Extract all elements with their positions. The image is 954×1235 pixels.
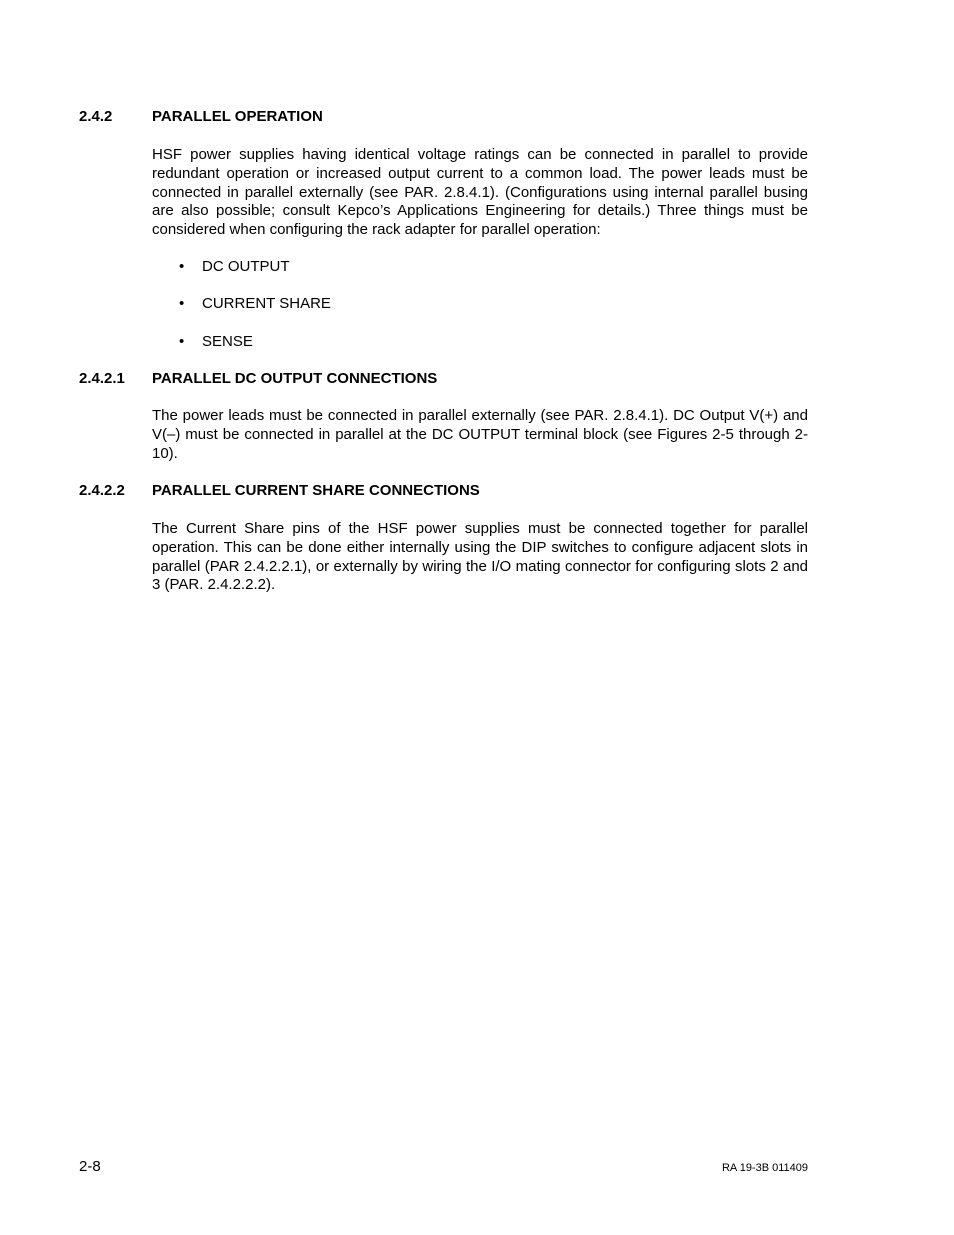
section-title: PARALLEL DC OUTPUT CONNECTIONS	[152, 370, 438, 387]
section-heading-2-4-2	[79, 108, 323, 126]
bullet-label: SENSE	[202, 333, 253, 350]
section-heading-2-4-2-1	[79, 370, 437, 388]
section-paragraph-2-4-2-1: The power leads must be connected in parallel externally (see PAR. 2.8.4.1). DC Output V(+) and V(–) must be connected in parallel at the DC OUTPUT terminal block (see Figures 2-5 through 2-10).	[152, 407, 808, 462]
section-paragraph-2-4-2: HSF power supplies having identical voltage ratings can be connected in parallel to provide redundant operation or increased output current to a common load. The power leads must be connected in parallel externally (see PAR. 2.8.4.1). (Configurations using internal parallel busing are also possible; consult Kepco’s Applications Engineering for details.) Three things must be considered when configuring the rack adapter for parallel operation:	[152, 146, 808, 238]
bullet-label: CURRENT SHARE	[202, 295, 331, 312]
section-number: 2.4.2.2	[79, 482, 125, 499]
page-number: 2-8	[79, 1158, 101, 1175]
section-number: 2.4.2.1	[79, 370, 125, 387]
bullet-item	[179, 258, 290, 276]
bullet-icon: •	[179, 295, 185, 312]
section-title: PARALLEL OPERATION	[152, 108, 323, 125]
section-title: PARALLEL CURRENT SHARE CONNECTIONS	[152, 482, 480, 499]
document-id: RA 19-3B 011409	[721, 1162, 808, 1174]
bullet-label: DC OUTPUT	[202, 258, 290, 275]
section-heading-2-4-2-2	[79, 482, 480, 500]
section-paragraph-2-4-2-2: The Current Share pins of the HSF power supplies must be connected together for parallel operation. This can be done either internally using the DIP switches to configure adjacent slots in parallel (PAR 2.4.2.2.1), or externally by wiring the I/O mating connector for configuring slots 2 and 3 (PAR. 2.4.2.2.2).	[152, 520, 808, 594]
bullet-item	[179, 333, 253, 351]
bullet-icon: •	[179, 333, 185, 350]
bullet-item	[179, 295, 331, 313]
section-number: 2.4.2	[79, 108, 113, 125]
bullet-icon: •	[179, 258, 185, 275]
